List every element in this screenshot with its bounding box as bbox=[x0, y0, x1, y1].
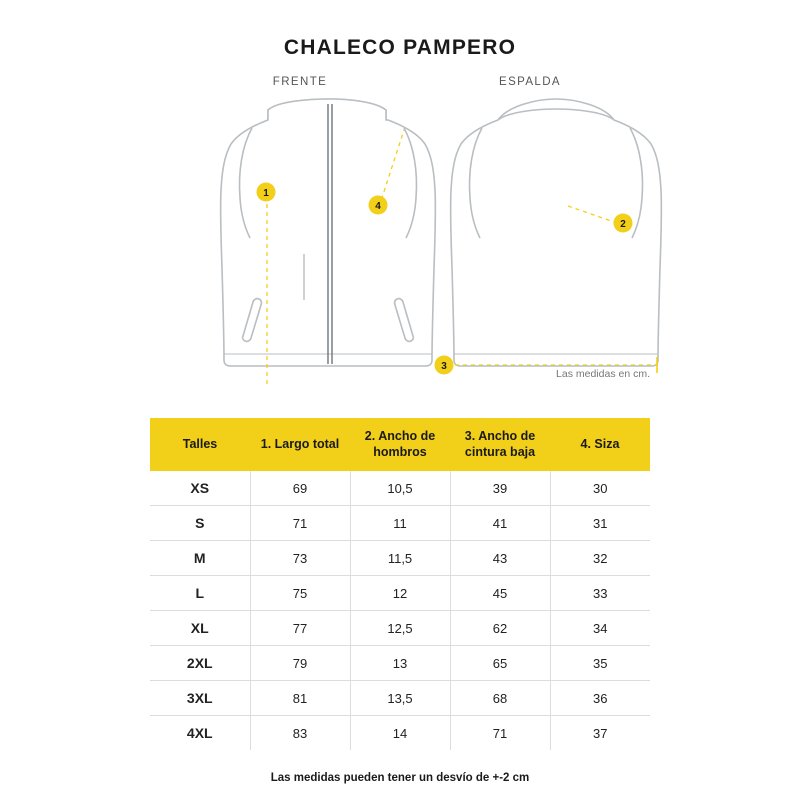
cell-largo: 79 bbox=[250, 646, 350, 681]
table-row bbox=[150, 646, 650, 681]
header-talles: Talles bbox=[150, 418, 250, 471]
cell-largo: 69 bbox=[250, 471, 350, 506]
cell-hombros: 10,5 bbox=[350, 471, 450, 506]
header-ancho-cintura: 3. Ancho de cintura baja bbox=[450, 418, 550, 471]
cell-cintura: 71 bbox=[450, 716, 550, 751]
cell-siza: 37 bbox=[593, 725, 608, 741]
garment-diagram bbox=[0, 68, 800, 388]
page-title: CHALECO PAMPERO bbox=[283, 36, 517, 59]
marker-badge-1 bbox=[257, 183, 276, 202]
cell-hombros: 13,5 bbox=[350, 681, 450, 716]
cell-size: S bbox=[150, 506, 250, 541]
cell-size: 2XL bbox=[150, 646, 250, 681]
marker-badge-2 bbox=[614, 214, 633, 233]
cell-largo: 77 bbox=[250, 611, 350, 646]
table-row bbox=[150, 506, 650, 541]
table-row bbox=[150, 541, 650, 576]
cell-cintura: 43 bbox=[450, 541, 550, 576]
cell-siza: 30 bbox=[550, 471, 650, 506]
header-largo-total: 1. Largo total bbox=[250, 418, 350, 471]
cell-largo: 75 bbox=[250, 576, 350, 611]
table-header-row bbox=[150, 418, 650, 471]
front-view-label: FRENTE bbox=[272, 76, 328, 88]
cell-hombros: 11 bbox=[350, 506, 450, 541]
cell-siza: 32 bbox=[550, 541, 650, 576]
marker-badge-4 bbox=[369, 196, 388, 215]
table-row bbox=[150, 576, 650, 611]
cell-siza: 36 bbox=[550, 681, 650, 716]
footnote: Las medidas pueden tener un desvío de +-2 cm bbox=[270, 772, 530, 784]
cell-cintura: 41 bbox=[450, 506, 550, 541]
cell-largo: 73 bbox=[250, 541, 350, 576]
svg-text:3: 3 bbox=[441, 361, 447, 372]
cell-largo: 71 bbox=[250, 506, 350, 541]
cell-size: 4XL bbox=[150, 716, 250, 751]
header-ancho-hombros: 2. Ancho de hombros bbox=[350, 418, 450, 471]
table-row bbox=[150, 611, 650, 646]
table-row bbox=[150, 716, 650, 751]
size-table bbox=[150, 418, 650, 750]
table-row bbox=[150, 471, 650, 506]
svg-text:1: 1 bbox=[263, 188, 269, 199]
size-table-head bbox=[150, 418, 650, 471]
header-siza: 4. Siza bbox=[550, 418, 650, 471]
size-table-body bbox=[150, 471, 650, 750]
cell-hombros: 12 bbox=[350, 576, 450, 611]
cell-hombros: 14 bbox=[350, 716, 450, 751]
cell-hombros: 13 bbox=[350, 646, 450, 681]
cell-siza: 34 bbox=[550, 611, 650, 646]
size-table-wrapper bbox=[150, 418, 650, 750]
garment-illustrations bbox=[0, 68, 800, 393]
cell-size: XL bbox=[150, 611, 250, 646]
back-garment-outline bbox=[451, 99, 662, 366]
svg-text:2: 2 bbox=[620, 219, 626, 230]
cell-hombros: 11,5 bbox=[350, 541, 450, 576]
unit-note: Las medidas en cm. bbox=[556, 368, 650, 380]
cell-siza: 31 bbox=[550, 506, 650, 541]
cell-size: L bbox=[150, 576, 250, 611]
cell-size: 3XL bbox=[150, 681, 250, 716]
cell-size: XS bbox=[150, 471, 250, 506]
back-view-label: ESPALDA bbox=[499, 76, 561, 88]
cell-cintura: 65 bbox=[450, 646, 550, 681]
cell-cintura: 62 bbox=[450, 611, 550, 646]
cell-siza: 35 bbox=[550, 646, 650, 681]
svg-text:4: 4 bbox=[375, 201, 381, 212]
cell-hombros: 12,5 bbox=[350, 611, 450, 646]
cell-largo: 83 bbox=[250, 716, 350, 751]
table-row bbox=[150, 681, 650, 716]
cell-size: M bbox=[150, 541, 250, 576]
marker-badge-3 bbox=[435, 356, 454, 375]
cell-cintura: 39 bbox=[450, 471, 550, 506]
cell-cintura: 45 bbox=[450, 576, 550, 611]
cell-siza: 33 bbox=[550, 576, 650, 611]
cell-cintura: 68 bbox=[450, 681, 550, 716]
cell-largo: 81 bbox=[250, 681, 350, 716]
